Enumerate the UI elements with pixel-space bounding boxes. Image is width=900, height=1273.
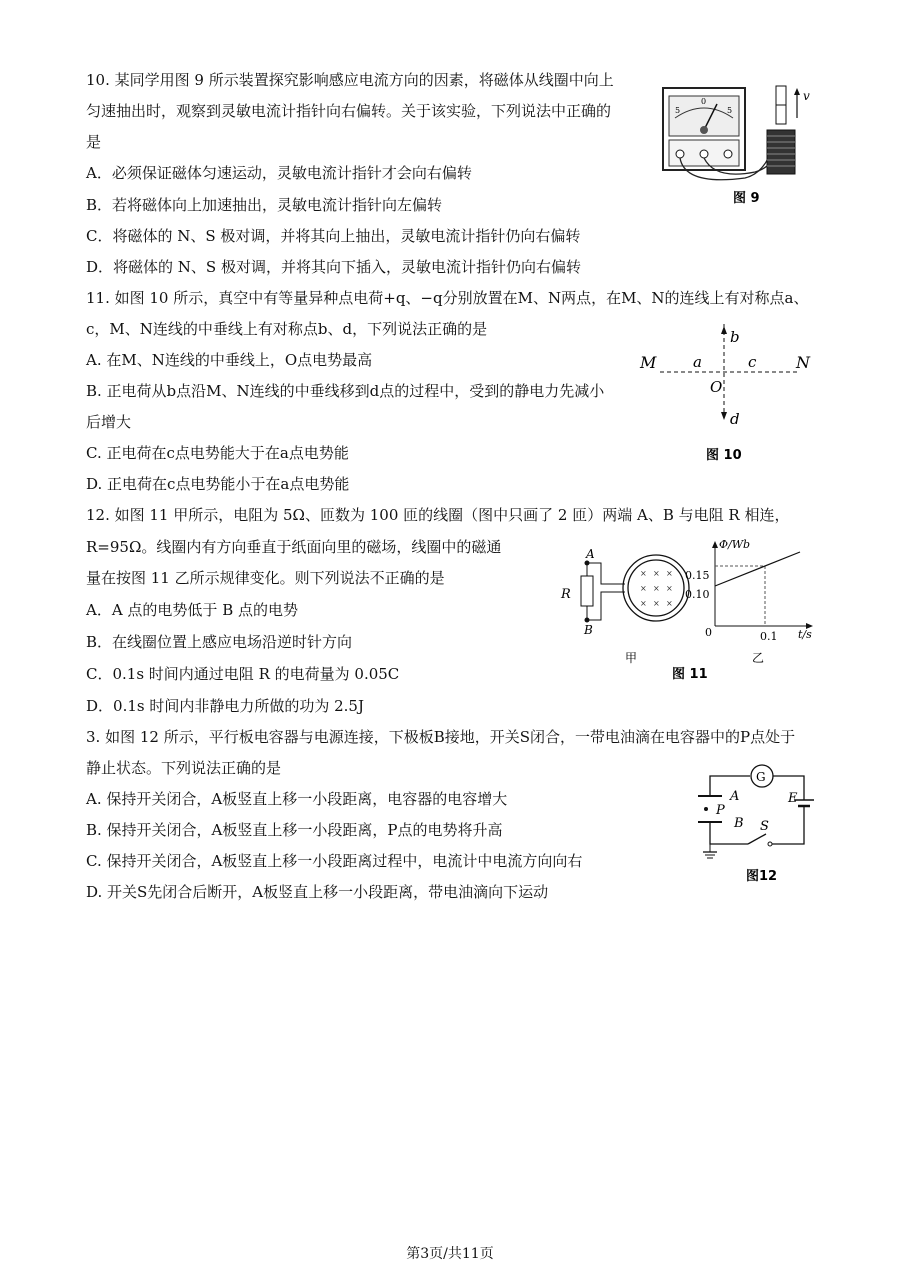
label-d: d [730,410,740,428]
oil-drop-p [704,807,708,811]
q11-option-b: B. 正电荷从b点沿M、N连线的中垂线移到d点的过程中，受到的静电力先减小 [86,382,605,400]
q11-option-b-cont: 后增大 [86,413,132,431]
q13-option-c: C. 保持开关闭合，A板竖直上移一小段距离过程中，电流计中电流方向向右 [86,852,583,870]
figure-11 [555,536,820,686]
svg-text:×: × [653,569,660,578]
charge-axis-diagram [630,318,820,468]
q13-line-1: 3. 如图 12 所示，平行板电容器与电源连接，下极板B接地，开关S闭合，一带电油滴在电容器中的P点处于 [86,728,796,746]
q13-option-a: A. 保持开关闭合，A板竖直上移一小段距离，电容器的电容增大 [86,790,508,808]
q11-line-1: 11. 如图 10 所示，真空中有等量异种点电荷+q、−q分别放置在M、N两点，在M、N的连线上有对称点a、 [86,289,809,307]
figure-10 [630,318,820,468]
capacitor-circuit-diagram [690,760,830,890]
label-resistor-r: R [561,587,571,602]
label-b: b [730,328,740,346]
velocity-label: v [803,89,810,103]
figure-10-caption: 图 10 [706,448,742,463]
xtick-label-0-1: 0.1 [760,630,778,643]
sub-label-right: 乙 [752,651,765,665]
q11-option-d: D. 正电荷在c点电势能小于在a点电势能 [86,475,350,493]
q10-option-a: A．必须保证磁体匀速运动，灵敏电流计指针才会向右偏转 [86,164,472,182]
q13-option-b: B. 保持开关闭合，A板竖直上移一小段距离，P点的电势将升高 [86,821,503,839]
svg-text:×: × [666,569,673,578]
figure-11-caption: 图 11 [672,667,708,682]
figure-9-caption: 图 9 [733,191,760,206]
svg-text:×: × [640,569,647,578]
q12-line-3: 量在按图 11 乙所示规律变化。则下列说法不正确的是 [86,569,445,587]
label-e: E [788,791,798,806]
label-a: a [693,353,702,371]
q12-option-a: A．A 点的电势低于 B 点的电势 [86,601,298,619]
q12-option-d: D．0.1s 时间内非静电力所做的功为 2.5J [86,697,364,715]
scale-left-5: 5 [675,106,681,115]
label-p: P [716,803,725,818]
ytick-label-0-15: 0.15 [685,569,710,582]
q10-line-2: 匀速抽出时，观察到灵敏电流计指针向右偏转。关于该实验，下列说法中正确的 [86,102,612,120]
q11-option-a: A. 在M、N连线的中垂线上，O点电势最高 [86,351,373,369]
ytick-label-0-10: 0.10 [685,588,710,601]
q10-line-1: 10. 某同学用图 9 所示装置探究影响感应电流方向的因素，将磁体从线圈中向上 [86,71,614,89]
svg-text:×: × [666,584,673,593]
q12-option-b: B．在线圈位置上感应电场沿逆时针方向 [86,633,353,651]
q10-option-d: D．将磁体的 N、S 极对调，并将其向下插入，灵敏电流计指针仍向右偏转 [86,258,581,276]
label-plate-b: B [734,816,744,831]
label-point-a: A [586,547,595,561]
label-s: S [760,819,769,834]
label-point-b: B [584,623,593,637]
q11-line-2: c，M、N连线的中垂线上有对称点b、d，下列说法正确的是 [86,320,488,338]
label-g: G [756,770,766,784]
q13-option-d: D. 开关S先闭合后断开，A板竖直上移一小段距离，带电油滴向下运动 [86,883,549,901]
q11-option-c: C. 正电荷在c点电势能大于在a点电势能 [86,444,349,462]
label-m: M [640,353,657,372]
galvanometer-coil-diagram [655,68,825,208]
q13-line-2: 静止状态。下列说法正确的是 [86,759,282,777]
q12-option-c: C．0.1s 时间内通过电阻 R 的电荷量为 0.05C [86,665,400,683]
page-footer: 第3页/共11页 [406,1246,494,1262]
coil-and-flux-graph [555,536,820,686]
q10-option-b: B．若将磁体向上加速抽出，灵敏电流计指针向左偏转 [86,196,443,214]
q12-line-1: 12. 如图 11 甲所示，电阻为 5Ω、匝数为 100 匝的线圈（图中只画了 2 匝）两端 A、B 与电阻 R 相连， [86,506,790,524]
q10-line-3: 是 [86,133,102,151]
origin-label: 0 [705,626,712,639]
label-n: N [796,353,810,372]
svg-text:×: × [666,599,673,608]
flux-series-line [715,552,800,586]
svg-text:×: × [653,599,660,608]
label-c: c [748,353,757,371]
x-axis-label: t/s [798,628,812,641]
q12-line-2: R=95Ω。线圈内有方向垂直于纸面向里的磁场，线圈中的磁通 [86,538,502,556]
sub-label-left: 甲 [625,651,638,665]
q10-option-c: C．将磁体的 N、S 极对调，并将其向上抽出，灵敏电流计指针仍向右偏转 [86,227,581,245]
magnetic-field-into-page [640,569,673,608]
figure-12-caption: 图12 [746,869,778,884]
y-axis-label: Φ/Wb [719,538,751,551]
figure-9 [655,68,825,208]
svg-text:×: × [640,599,647,608]
coil [767,130,795,174]
scale-right-5: 5 [727,106,733,115]
switch-s [748,834,766,844]
figure-12 [690,760,830,890]
svg-text:×: × [640,584,647,593]
label-o: O [710,378,723,396]
resistor [581,576,593,606]
flux-time-chart [685,538,813,643]
svg-text:×: × [653,584,660,593]
scale-zero: 0 [701,97,707,106]
label-plate-a: A [730,789,740,804]
